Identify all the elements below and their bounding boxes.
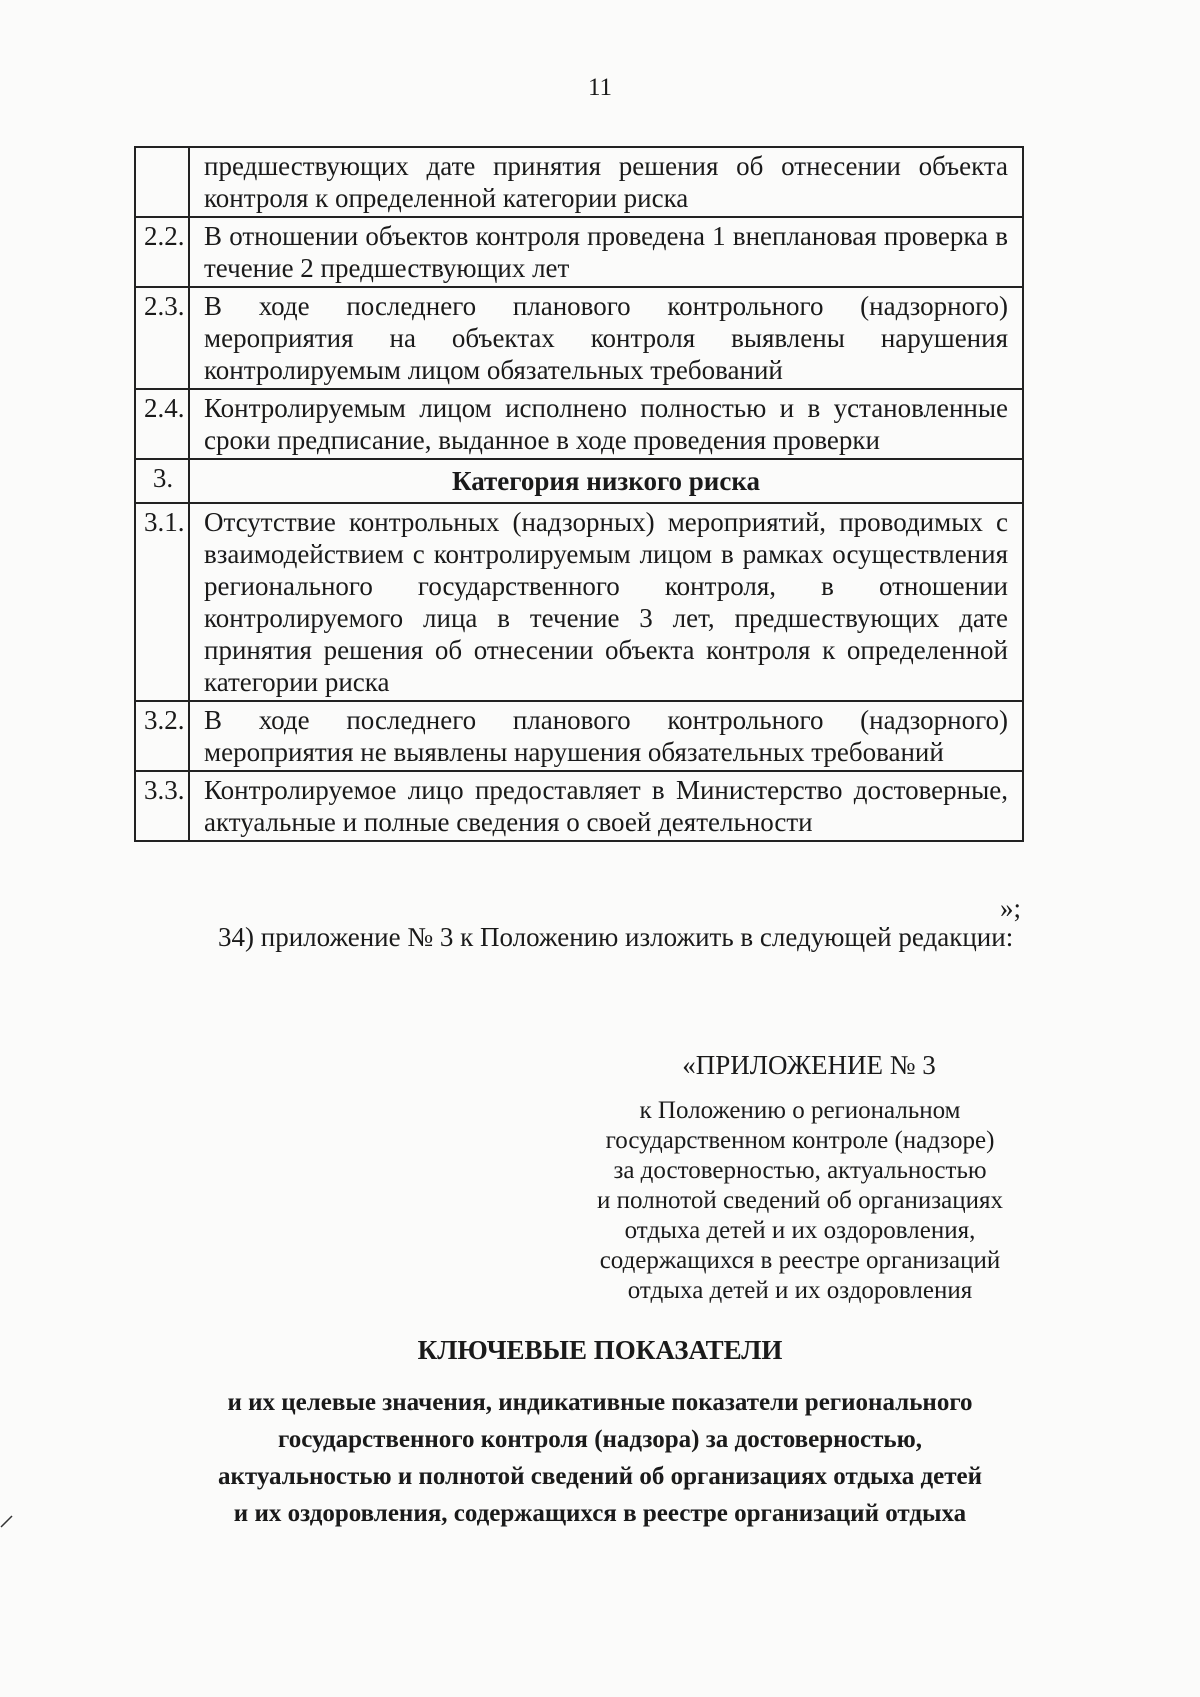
subtitle-line: и их целевые значения, индикативные показатели регионального [227,1389,973,1416]
appendix-line: отдыха детей и их оздоровления, [624,1217,976,1244]
appendix-line: отдыха детей и их оздоровления [627,1277,973,1304]
row-text: В ходе последнего планового контрольного (надзорного) мероприятия на объектах контроля выявлены нарушения контролируемым лицом обязательных требований [189,287,1023,389]
row-number [135,147,189,217]
appendix-line: и полнотой сведений об организациях [597,1187,1003,1214]
main-title: КЛЮЧЕВЫЕ ПОКАЗАТЕЛИ [417,1335,783,1365]
table-row [135,701,1023,771]
row-text: Отсутствие контрольных (надзорных) мероприятий, проводимых с взаимодействием с контролируемым лицом в рамках осуществления регионального государственного контроля, в отношении контролируемого лица в течение 3 лет, предшествующих дате принятия решения об отнесении объекта контроля к определенной категории риска [189,503,1023,701]
row-number: 2.4. [135,389,189,459]
row-number: 3.3. [135,771,189,841]
table-row [135,217,1023,287]
table-row [135,147,1023,217]
appendix-line: государственном контроле (надзоре) [605,1127,995,1154]
category-heading: Категория низкого риска [189,459,1023,503]
subtitle-line: государственного контроля (надзора) за достоверностью, [278,1426,922,1453]
subtitle-line: и их оздоровления, содержащихся в реестре организаций отдыха [233,1500,967,1527]
row-text: В ходе последнего планового контрольного (надзорного) мероприятия не выявлены нарушения обязательных требований [189,701,1023,771]
table-row-heading [135,459,1023,503]
appendix-header [560,1050,1040,1306]
row-text: В отношении объектов контроля проведена 1 внеплановая проверка в течение 2 предшествующих лет [189,217,1023,287]
risk-criteria-table [134,146,1024,842]
subtitle-line: актуальностью и полнотой сведений об организациях отдыха детей [217,1463,983,1490]
table-row [135,287,1023,389]
row-number: 3.2. [135,701,189,771]
page-number: 11 [587,74,613,101]
row-text: Контролируемым лицом исполнено полностью и в установленные сроки предписание, выданное в ходе проведения проверки [189,389,1023,459]
row-number: 3. [135,459,189,503]
appendix-line: к Положению о региональном [639,1097,961,1124]
appendix-line: за достоверностью, актуальностью [613,1157,987,1184]
row-number: 3.1. [135,503,189,701]
amendment-instruction: 34) приложение № 3 к Положению изложить в следующей редакции: [218,922,1014,952]
appendix-title: «ПРИЛОЖЕНИЕ № 3 [682,1050,936,1080]
appendix-line: содержащихся в реестре организаций [599,1247,1001,1274]
row-text: Контролируемое лицо предоставляет в Министерство достоверные, актуальные и полные сведения о своей деятельности [189,771,1023,841]
table-row [135,771,1023,841]
row-number: 2.2. [135,217,189,287]
table-row [135,503,1023,701]
closing-quote: »; [1000,893,1022,923]
subtitle [160,1384,1040,1532]
margin-pen-mark [0,1513,14,1529]
table-row [135,389,1023,459]
row-text: предшествующих дате принятия решения об отнесении объекта контроля к определенной категории риска [189,147,1023,217]
row-number: 2.3. [135,287,189,389]
